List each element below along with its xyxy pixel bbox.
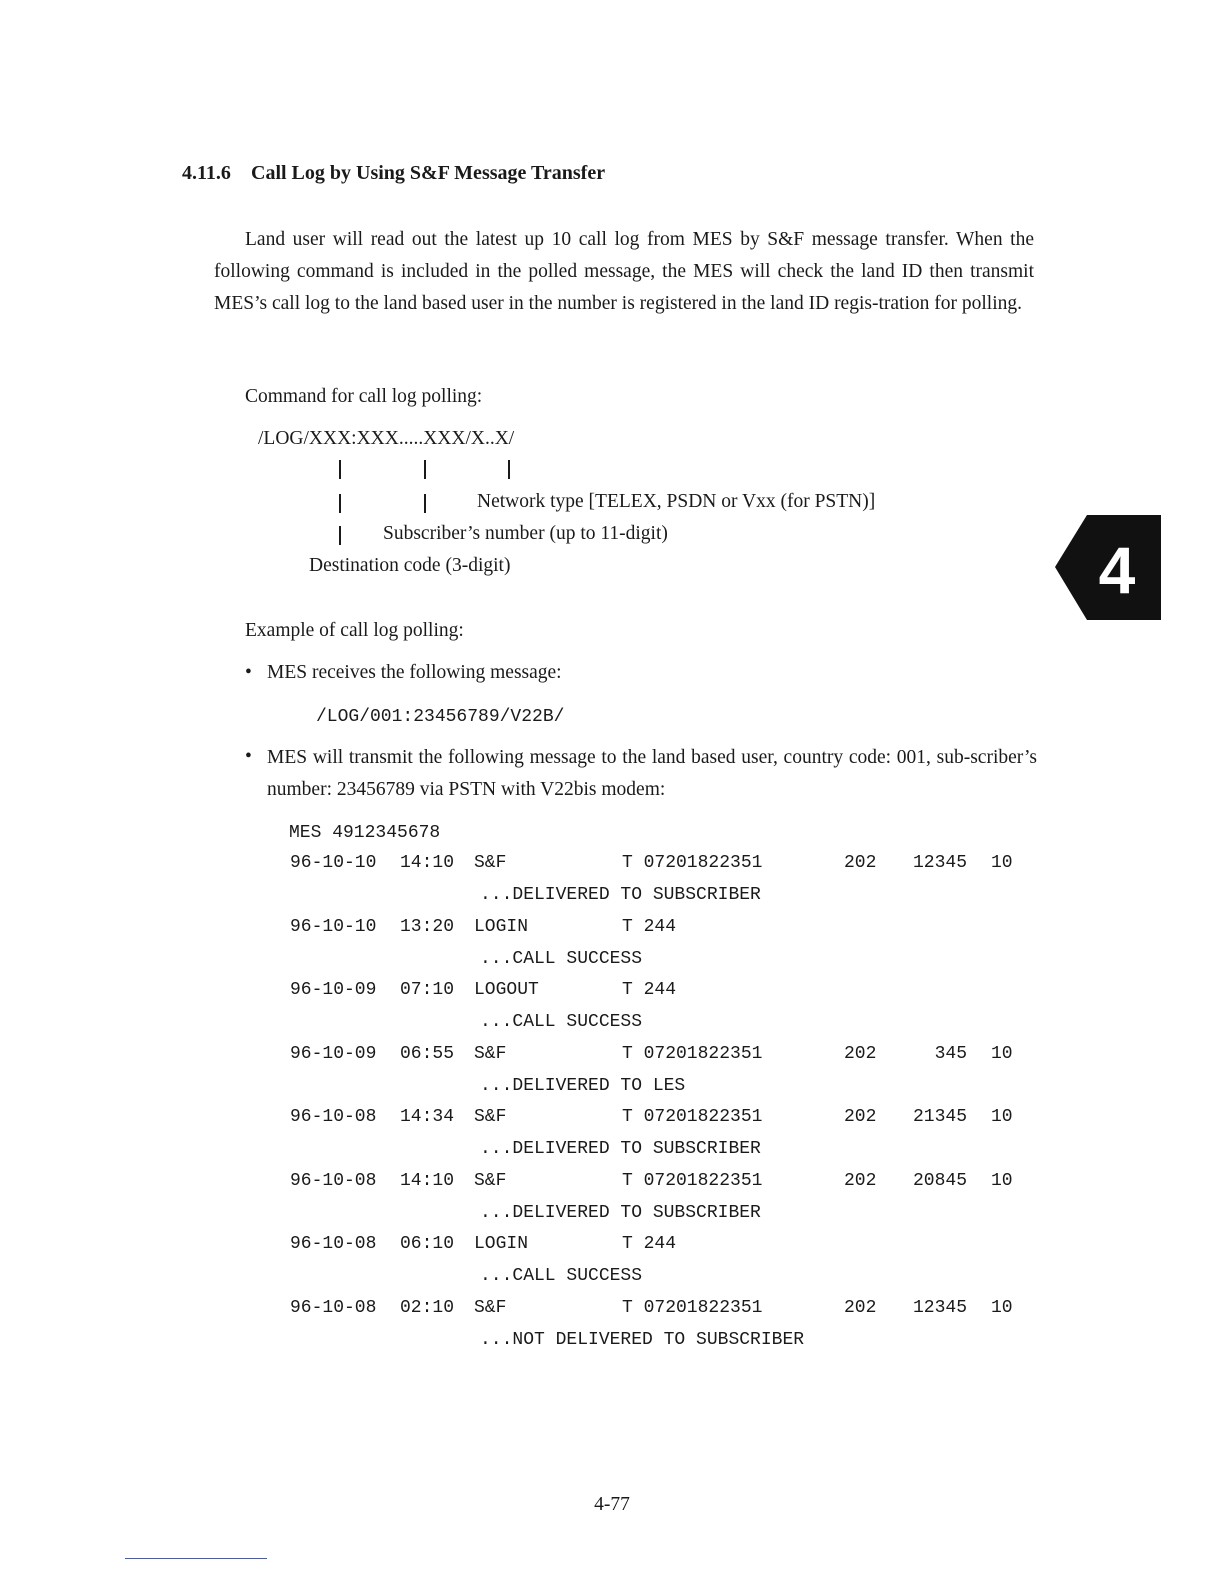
log-cell-c3: 10 (991, 1297, 1013, 1318)
log-cell-time: 14:10 (400, 1170, 455, 1191)
log-cell-dest: T 07201822351 (622, 1107, 763, 1127)
log-cell-time: 06:10 (400, 1234, 455, 1254)
log-cell-c2: 12345 (912, 1297, 967, 1318)
network-type-label: Network type [TELEX, PSDN or Vxx (for PSTN)] (477, 491, 876, 512)
bullet-text-2: MES will transmit the following message to the land based user, country code: 001, sub-scriber’s number: 23456789 via PSTN with V22bis modem: (267, 747, 1037, 800)
log-cell-type: S&F (474, 1107, 507, 1127)
connector-bar (424, 460, 426, 479)
bullet-text-1: MES receives the following message: (267, 662, 562, 683)
log-status: ...CALL SUCCESS (480, 1266, 643, 1286)
command-heading: Command for call log polling: (245, 386, 483, 407)
command-syntax: /LOG/XXX:XXX.....XXX/X..X/ (258, 428, 515, 449)
log-status: ...NOT DELIVERED TO SUBSCRIBER (480, 1329, 805, 1350)
log-status: ...DELIVERED TO SUBSCRIBER (480, 1139, 761, 1159)
log-status: ...DELIVERED TO SUBSCRIBER (480, 1202, 761, 1223)
connector-bar (339, 526, 341, 545)
footer-rule (125, 1558, 267, 1559)
log-cell-c1: 202 (844, 1170, 877, 1191)
log-cell-date: 96-10-08 (290, 1234, 377, 1254)
log-cell-time: 14:34 (400, 1107, 455, 1127)
log-cell-type: S&F (474, 853, 507, 873)
log-cell-dest: T 244 (622, 1234, 677, 1254)
log-cell-c2: 12345 (912, 853, 967, 873)
log-cell-c1: 202 (844, 1043, 877, 1064)
log-status: ...CALL SUCCESS (480, 948, 643, 969)
log-cell-time: 07:10 (400, 980, 455, 1000)
connector-bar (424, 494, 426, 513)
log-status: ...CALL SUCCESS (480, 1012, 643, 1032)
bullet-dot: • (245, 746, 252, 767)
log-cell-type: LOGIN (474, 916, 529, 937)
log-cell-type: S&F (474, 1043, 507, 1064)
log-header: MES 4912345678 (289, 823, 441, 843)
example-heading: Example of call log polling: (245, 620, 464, 641)
log-cell-c3: 10 (991, 853, 1013, 873)
log-cell-dest: T 07201822351 (622, 1043, 763, 1064)
log-cell-c3: 10 (991, 1107, 1013, 1127)
log-cell-date: 96-10-08 (290, 1107, 377, 1127)
section-number: 4.11.6 (182, 162, 231, 184)
log-cell-time: 02:10 (400, 1297, 455, 1318)
intro-paragraph: Land user will read out the latest up 10 call log from MES by S&F message transfer. When the following command is included in the polled message, the MES will check the land ID then transmit MES’s call log to the land based user in the number is registered in the land ID regis-tration for polling. (214, 229, 1034, 314)
page-number: 4-77 (594, 1494, 630, 1515)
log-cell-time: 14:10 (400, 853, 455, 873)
chapter-tab-label: 4 (1098, 533, 1136, 607)
log-cell-c2: 20845 (912, 1170, 967, 1191)
log-cell-dest: T 244 (622, 916, 677, 937)
log-cell-dest: T 07201822351 (622, 1297, 763, 1318)
log-cell-c3: 10 (991, 1043, 1013, 1064)
log-cell-c2: 345 (934, 1043, 967, 1064)
connector-bar (339, 494, 341, 513)
log-status: ...DELIVERED TO SUBSCRIBER (480, 885, 761, 905)
log-cell-date: 96-10-10 (290, 916, 377, 937)
section-title: Call Log by Using S&F Message Transfer (251, 162, 606, 184)
log-cell-dest: T 07201822351 (622, 853, 763, 873)
log-cell-dest: T 07201822351 (622, 1170, 763, 1191)
bullet-dot: • (245, 662, 252, 683)
log-cell-time: 13:20 (400, 916, 455, 937)
log-cell-date: 96-10-10 (290, 853, 377, 873)
log-cell-date: 96-10-09 (290, 1043, 377, 1064)
polling-message: /LOG/001:23456789/V22B/ (316, 707, 565, 727)
log-cell-type: S&F (474, 1297, 507, 1318)
log-cell-type: LOGIN (474, 1234, 529, 1254)
log-cell-type: LOGOUT (474, 980, 539, 1000)
destination-code-label: Destination code (3-digit) (309, 555, 511, 576)
log-cell-dest: T 244 (622, 980, 677, 1000)
connector-bar (339, 460, 341, 479)
log-cell-date: 96-10-09 (290, 980, 377, 1000)
log-cell-c1: 202 (844, 1107, 877, 1127)
log-status: ...DELIVERED TO LES (480, 1075, 686, 1096)
section-heading (182, 162, 605, 185)
log-cell-c3: 10 (991, 1170, 1013, 1191)
log-cell-date: 96-10-08 (290, 1170, 377, 1191)
log-cell-time: 06:55 (400, 1043, 455, 1064)
log-cell-c1: 202 (844, 1297, 877, 1318)
chapter-tab-marker (1055, 515, 1161, 620)
log-cell-type: S&F (474, 1170, 507, 1191)
log-cell-c2: 21345 (912, 1107, 967, 1127)
log-cell-c1: 202 (844, 853, 877, 873)
connector-bar (508, 460, 510, 479)
log-cell-date: 96-10-08 (290, 1297, 377, 1318)
subscriber-number-label: Subscriber’s number (up to 11-digit) (383, 523, 668, 544)
